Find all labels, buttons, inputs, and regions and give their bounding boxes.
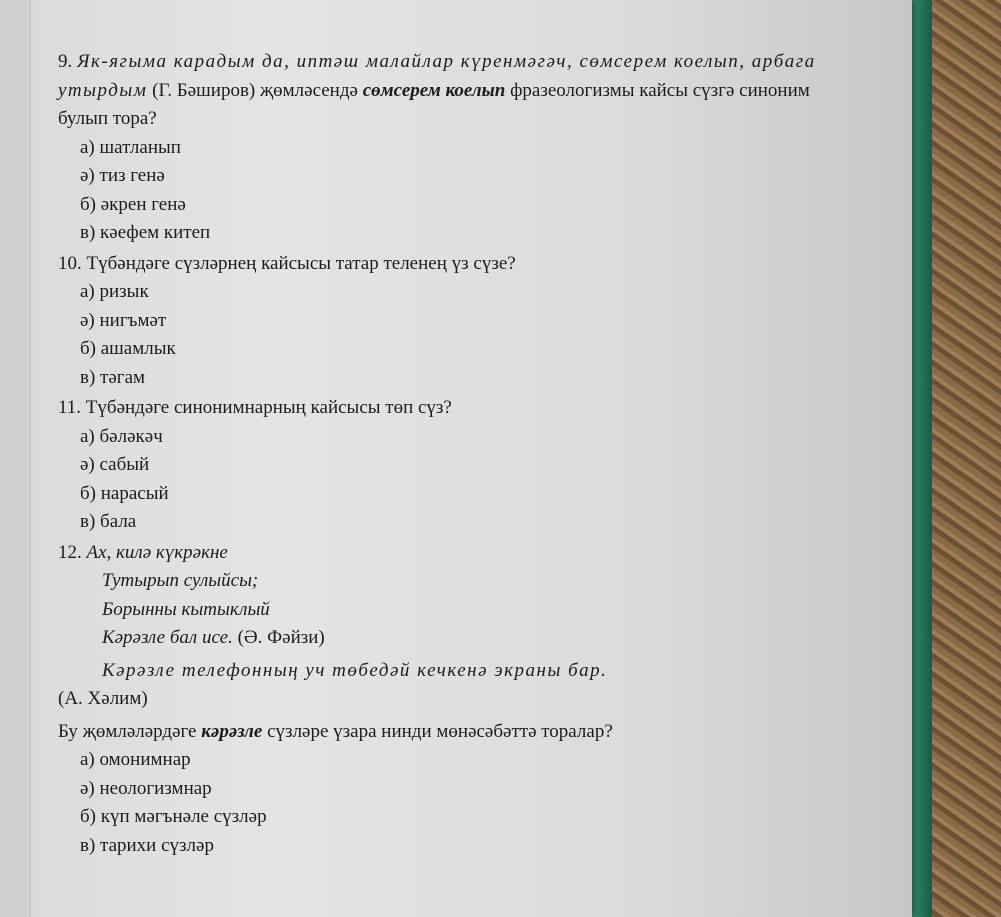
- question-10-text: 10. Түбәндәге сүзләрнең кайсысы татар теленең үз сүзе?: [58, 252, 516, 274]
- question-9-phrase: сөмсерем коелып: [362, 79, 506, 101]
- option-11-v: в) бала: [80, 511, 137, 532]
- poem-author: (Ә. Фәйзи): [237, 627, 325, 648]
- option-10-v: в) тәгам: [80, 366, 146, 388]
- page-content: [58, 48, 838, 862]
- option-12-ae: ә) неологизмнар: [80, 777, 212, 799]
- option-12-v: в) тарихи сүзләр: [80, 834, 214, 856]
- option-11-b: б) нарасый: [80, 482, 169, 504]
- question-9-tail: фразеологизмы кайсы сүзгә синоним булып тора?: [58, 79, 810, 129]
- question-11-text: 11. Түбәндәге синонимнарның кайсысы төп сүз?: [58, 397, 452, 418]
- poem-line-2: Тутырып сулыйсы;: [102, 570, 259, 591]
- question-12-prompt-post: сүзләре үзара нинди мөнәсәбәттә торалар?: [267, 720, 613, 742]
- question-9-author: (Г. Бәширов): [152, 79, 256, 101]
- question-9-text: [58, 48, 838, 134]
- poem-line-1-text: Ах, килә күкрәкне: [86, 541, 228, 563]
- question-12-prompt-word: кәрәзле: [201, 720, 263, 742]
- question-12-prompt-pre: Бу җөмләләрдәге: [58, 720, 197, 742]
- poem-line-3: Борынны кытыклый: [102, 598, 270, 620]
- option-11-ae: ә) сабый: [80, 454, 150, 475]
- question-9-mid: җөмләсендә: [260, 79, 358, 101]
- question-12-sentence-author: (А. Хәлим): [58, 688, 148, 709]
- option-10-a: а) ризык: [80, 281, 149, 302]
- question-9-options: [58, 134, 838, 248]
- question-10-options: [58, 278, 838, 392]
- question-9-number: 9.: [58, 51, 73, 72]
- question-12-sentence-line: [58, 657, 838, 686]
- page-gutter: [0, 0, 31, 917]
- option-11-a: а) бәләкәч: [80, 425, 163, 447]
- option-12-b: б) күп мәгънәле сүзләр: [80, 806, 267, 827]
- option-9-b: б) әкрен генә: [80, 193, 186, 215]
- question-12-poem: [58, 539, 838, 653]
- question-12-options: [58, 746, 838, 860]
- option-10-ae: ә) нигъмәт: [80, 309, 167, 331]
- option-9-ae: ә) тиз генә: [80, 165, 165, 186]
- question-12-number: 12.: [58, 541, 82, 563]
- option-10-b: б) ашамлык: [80, 338, 176, 359]
- question-9-quote: Як-ягыма карадым да, иптәш малайлар күренмәгәч, сөмсерем коелып, арбага утырдым: [58, 51, 816, 101]
- option-12-a: а) омонимнар: [80, 749, 191, 770]
- question-11: [58, 394, 838, 537]
- question-12-sentence: Кәрәзле телефонның уч төбедәй кечкенә экраны бар.: [102, 659, 608, 681]
- poem-line-4: [58, 624, 838, 653]
- question-10: [58, 250, 838, 393]
- question-12: [58, 539, 838, 861]
- question-12-prompt: [58, 718, 838, 747]
- poem-line-4-text: Кәрәзле бал исе.: [102, 627, 233, 648]
- option-9-v: в) кәефем китеп: [80, 222, 211, 243]
- background-carpet: [925, 0, 1001, 917]
- poem-line-1: [58, 539, 838, 568]
- question-11-options: [58, 423, 838, 537]
- option-9-a: а) шатланып: [80, 136, 181, 158]
- question-9: [58, 48, 838, 248]
